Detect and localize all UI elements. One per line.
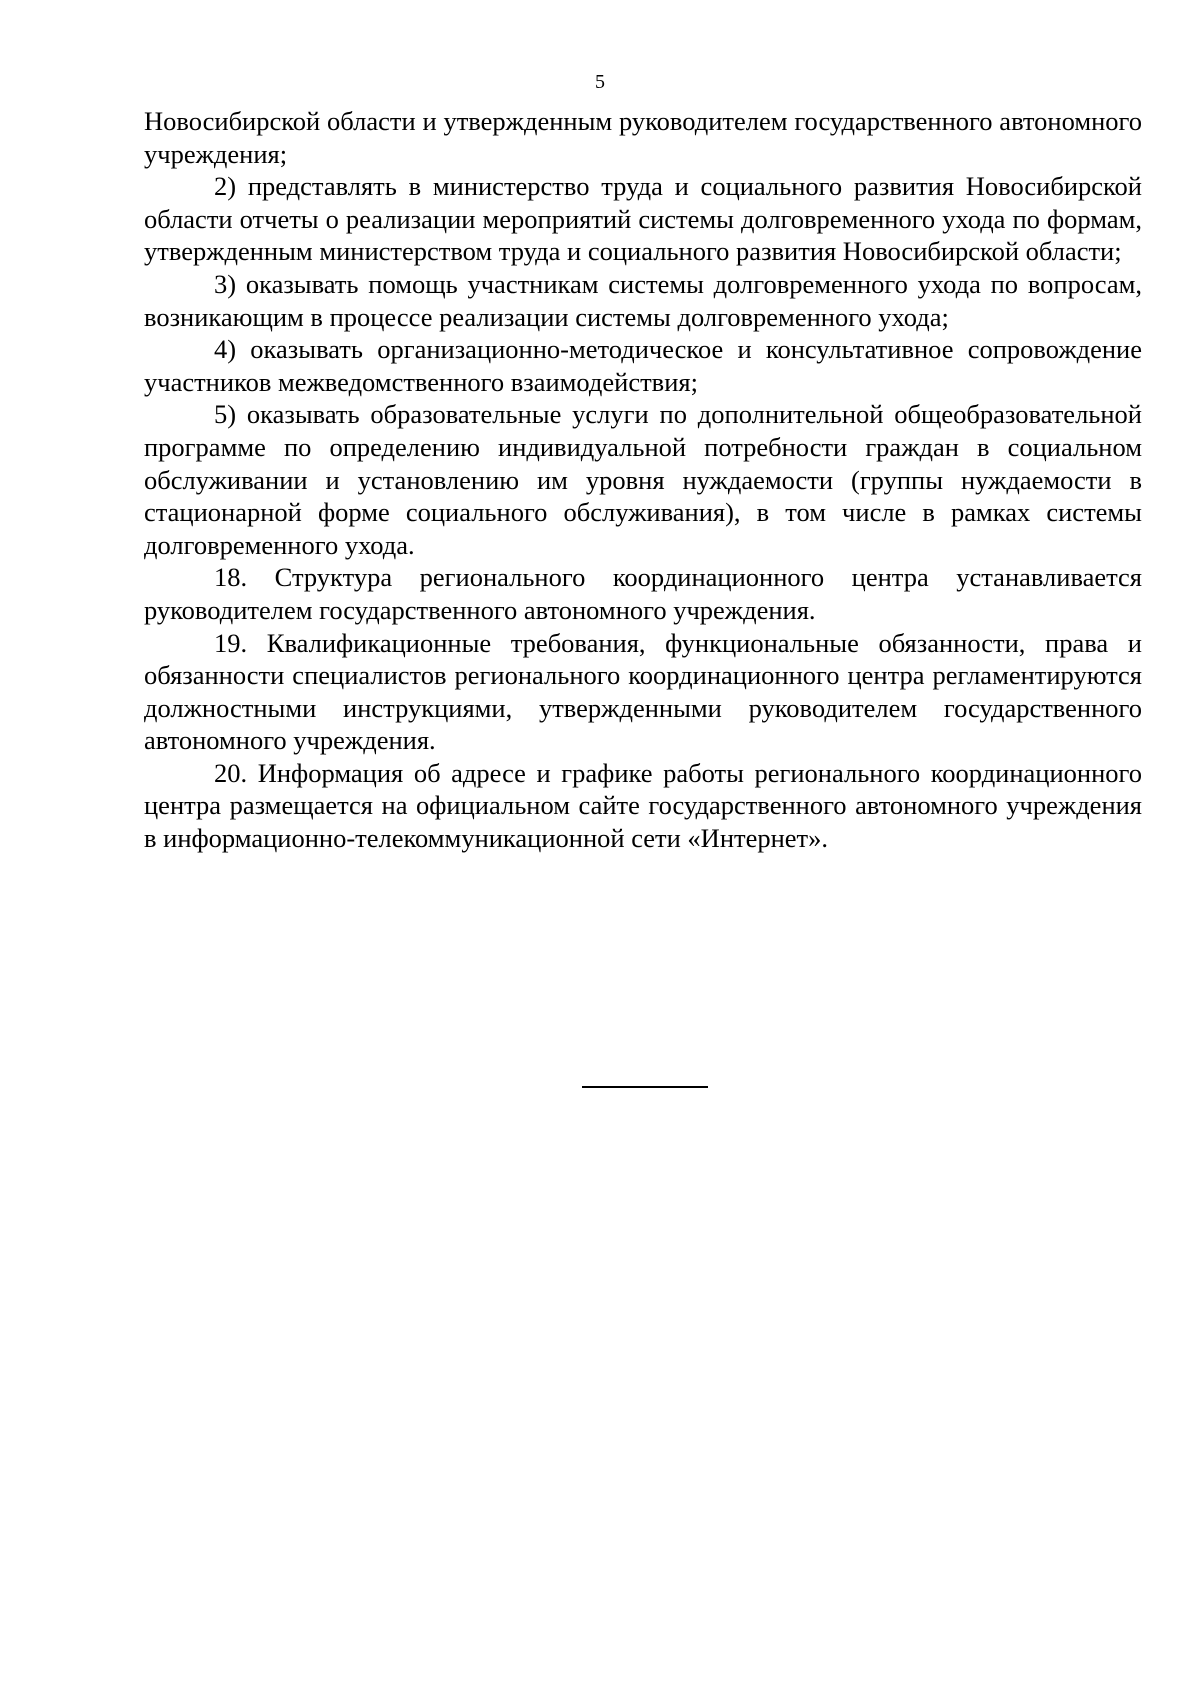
paragraph-item-4: 4) оказывать организационно-методическое и консультативное сопровождение участников межведомственного взаимодействия; [144, 334, 1142, 397]
end-of-document-divider [582, 1086, 708, 1088]
paragraph-item-5: 5) оказывать образовательные услуги по дополнительной общеобразовательной программе по определению индивидуальной потребности граждан в социальном обслуживании и установлению им уровня нуждаемости (группы нуждаемости в стационарной форме социального обслуживания), в том числе в рамках системы долговременного ухода. [144, 399, 1142, 560]
paragraph-19: 19. Квалификационные требования, функциональные обязанности, права и обязанности специалистов регионального координационного центра регламентируются должностными инструкциями, утвержденными руководителем государственного автономного учреждения. [144, 627, 1142, 756]
paragraph-continuation: Новосибирской области и утвержденным руководителем государственного автономного учреждения; [144, 106, 1142, 169]
paragraph-20: 20. Информация об адресе и графике работы регионального координационного центра размещается на официальном сайте государственного автономного учреждения в информационно-телекоммуникационной сети «Интернет». [144, 757, 1142, 854]
paragraph-18: 18. Структура регионального координационного центра устанавливается руководителем государственного автономного учреждения. [144, 562, 1142, 625]
page-number: 5 [595, 71, 605, 93]
document-body [144, 105, 1142, 855]
paragraph-item-3: 3) оказывать помощь участникам системы долговременного ухода по вопросам, возникающим в процессе реализации системы долговременного ухода; [144, 268, 1142, 332]
paragraph-item-2: 2) представлять в министерство труда и социального развития Новосибирской области отчеты о реализации мероприятий системы долговременного ухода по формам, утвержденным министерством труда и социального развития Новосибирской области; [144, 171, 1142, 267]
